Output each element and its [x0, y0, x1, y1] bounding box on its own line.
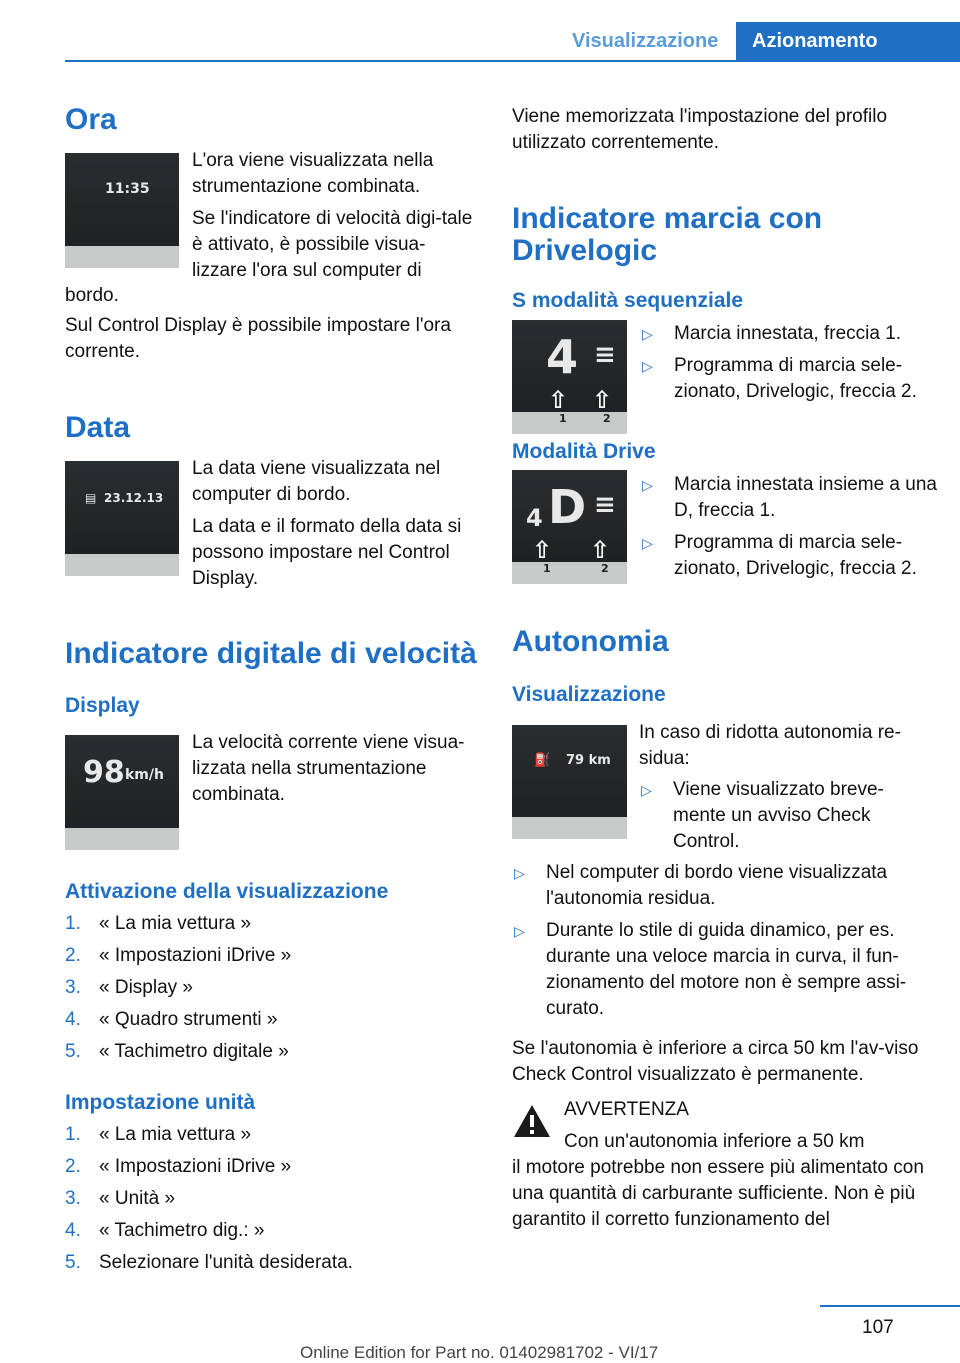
list-text: Programma di marcia sele-zionato, Drivelogic, freccia 2.: [674, 532, 917, 579]
calendar-icon: ▤: [85, 491, 97, 505]
speed-value: 98: [83, 755, 125, 790]
clock-display-image: [65, 153, 179, 268]
arrow-label: 1: [559, 412, 567, 425]
header-rule: [65, 60, 960, 62]
warning-icon: [512, 1103, 552, 1139]
ora-paragraph-3: Sul Control Display è possibile impostare l'ora corrente.: [65, 315, 451, 362]
image-band: [512, 817, 627, 839]
section-title-data: Data: [65, 411, 131, 444]
drivelogic-icon: ≡: [594, 340, 616, 370]
triangle-bullet-icon: ▷: [642, 535, 653, 551]
range-display-text: 79 km: [566, 753, 611, 768]
subtitle-unita: Impostazione unità: [65, 1091, 256, 1114]
subtitle-display: Display: [65, 694, 140, 717]
list-text: « Display »: [99, 977, 193, 998]
section-title-velocita: Indicatore digitale di velocità: [65, 637, 477, 670]
triangle-bullet-icon: ▷: [514, 923, 525, 939]
list-text: Durante lo stile di guida dinamico, per es. durante una veloce marcia in curva, il fun-zionamento del motore non è sempre assi-curato.: [546, 920, 907, 1019]
date-display-text: 23.12.13: [104, 491, 164, 505]
triangle-bullet-icon: ▷: [642, 358, 653, 374]
list-item: [512, 860, 932, 912]
list-item: [65, 1215, 475, 1247]
list-item: [65, 1247, 475, 1279]
autonomia-paragraph-2: Se l'autonomia è inferiore a circa 50 km l'av-viso Check Control visualizzato è permanente.: [512, 1038, 919, 1085]
triangle-bullet-icon: ▷: [642, 326, 653, 342]
image-band: [65, 246, 179, 268]
list-number: 1.: [65, 1124, 81, 1145]
list-text: Nel computer di bordo viene visualizzata l'autonomia residua.: [546, 862, 888, 909]
arrow-up-icon: ⇧: [532, 536, 553, 564]
ora-paragraph-2-end: bordo.: [65, 285, 119, 306]
speed-display-image: [65, 735, 179, 850]
arrow-up-icon: ⇧: [590, 536, 611, 564]
drive-list: [640, 472, 940, 588]
autonomia-list: [512, 860, 932, 1028]
list-number: 3.: [65, 1188, 81, 1209]
list-text: « Quadro strumenti »: [99, 1009, 278, 1030]
list-item: [639, 777, 929, 855]
gear-sequential-image: [512, 320, 627, 434]
list-text: Marcia innestata, freccia 1.: [674, 323, 902, 344]
list-text: Marcia innestata insieme a una D, freccia 1.: [674, 474, 937, 521]
gear-number: 4: [526, 504, 543, 532]
list-number: 4.: [65, 1009, 81, 1030]
subtitle-drive: Modalità Drive: [512, 440, 656, 463]
drive-letter: D: [548, 480, 587, 534]
section-title-autonomia: Autonomia: [512, 625, 669, 658]
list-item: [512, 918, 932, 1022]
list-item: [65, 1036, 475, 1068]
data-paragraph-2: La data e il formato della data si possono impostare nel Control Display.: [192, 516, 462, 589]
autonomia-paragraph-1: In caso di ridotta autonomia re-sidua:: [639, 722, 901, 769]
unita-list: [65, 1119, 475, 1279]
triangle-bullet-icon: ▷: [514, 865, 525, 881]
warning-text-2: il motore potrebbe non essere più alimentato con una quantità di carburante sufficiente. Non è più garantito il corretto funzionamento del: [512, 1157, 924, 1230]
header-tab-visualizzazione: Visualizzazione: [572, 30, 719, 52]
list-number: 5.: [65, 1041, 81, 1062]
autonomia-sublist: [639, 777, 929, 861]
subtitle-sequenziale: S modalità sequenziale: [512, 289, 744, 312]
list-item: [640, 530, 940, 582]
list-item: [65, 972, 475, 1004]
list-text: « La mia vettura »: [99, 1124, 252, 1145]
arrow-up-icon: ⇧: [592, 386, 613, 414]
profile-paragraph: Viene memorizzata l'impostazione del profilo utilizzato correntemente.: [512, 106, 888, 153]
list-number: 2.: [65, 1156, 81, 1177]
list-item: [65, 1183, 475, 1215]
gear-number: 4: [546, 330, 579, 384]
ora-paragraph-2: Se l'indicatore di velocità digi-tale è attivato, è possibile visua-lizzare l'ora sul computer di: [192, 208, 473, 281]
list-text: « La mia vettura »: [99, 913, 252, 934]
arrow-up-icon: ⇧: [548, 386, 569, 414]
image-band: [65, 828, 179, 850]
velocita-paragraph: La velocità corrente viene visua-lizzata nella strumentazione combinata.: [192, 732, 465, 805]
warning-text-1: Con un'autonomia inferiore a 50 km: [564, 1131, 865, 1152]
date-display-image: [65, 461, 179, 576]
list-number: 4.: [65, 1220, 81, 1241]
list-item: [640, 353, 940, 405]
image-band: [65, 554, 179, 576]
footer-edition: Online Edition for Part no. 01402981702 - VI/17: [300, 1343, 659, 1362]
list-text: Viene visualizzato breve-mente un avviso Check Control.: [673, 779, 884, 852]
triangle-bullet-icon: ▷: [641, 782, 652, 798]
warning-title: AVVERTENZA: [564, 1099, 689, 1120]
arrow-label: 1: [543, 562, 551, 575]
list-text: « Impostazioni iDrive »: [99, 945, 292, 966]
sequenziale-list: [640, 321, 940, 411]
list-number: 1.: [65, 913, 81, 934]
header-tab-azionamento: Azionamento: [736, 22, 960, 62]
gear-drive-image: [512, 470, 627, 584]
fuel-pump-icon: ⛽: [534, 753, 551, 768]
arrow-label: 2: [601, 562, 609, 575]
section-title-drivelogic: Indicatore marcia con Drivelogic: [512, 202, 823, 267]
list-item: [65, 908, 475, 940]
list-item: [65, 1004, 475, 1036]
list-item: [65, 1151, 475, 1183]
attivazione-list: [65, 908, 475, 1068]
list-item: [640, 321, 940, 347]
list-text: Selezionare l'unità desiderata.: [99, 1252, 353, 1273]
list-text: « Impostazioni iDrive »: [99, 1156, 292, 1177]
subtitle-visualizzazione: Visualizzazione: [512, 683, 666, 706]
list-item: [640, 472, 940, 524]
list-text: « Unità »: [99, 1188, 176, 1209]
page-number: 107: [862, 1317, 894, 1338]
list-number: 2.: [65, 945, 81, 966]
subtitle-attivazione: Attivazione della visualizzazione: [65, 880, 389, 903]
list-item: [65, 1119, 475, 1151]
list-item: [65, 940, 475, 972]
clock-display-text: 11:35: [105, 181, 150, 197]
speed-unit: km/h: [125, 767, 164, 783]
section-title-ora: Ora: [65, 103, 117, 136]
footer-rule: [820, 1305, 960, 1307]
range-display-image: [512, 725, 627, 839]
list-text: Programma di marcia sele-zionato, Drivelogic, freccia 2.: [674, 355, 917, 402]
ora-paragraph-1: L'ora viene visualizzata nella strumentazione combinata.: [192, 150, 434, 197]
list-number: 3.: [65, 977, 81, 998]
triangle-bullet-icon: ▷: [642, 477, 653, 493]
arrow-label: 2: [603, 412, 611, 425]
list-number: 5.: [65, 1252, 81, 1273]
data-paragraph-1: La data viene visualizzata nel computer di bordo.: [192, 458, 441, 505]
image-band: [512, 562, 627, 584]
drivelogic-icon: ≡: [594, 490, 616, 520]
list-text: « Tachimetro dig.: »: [99, 1220, 265, 1241]
list-text: « Tachimetro digitale »: [99, 1041, 289, 1062]
